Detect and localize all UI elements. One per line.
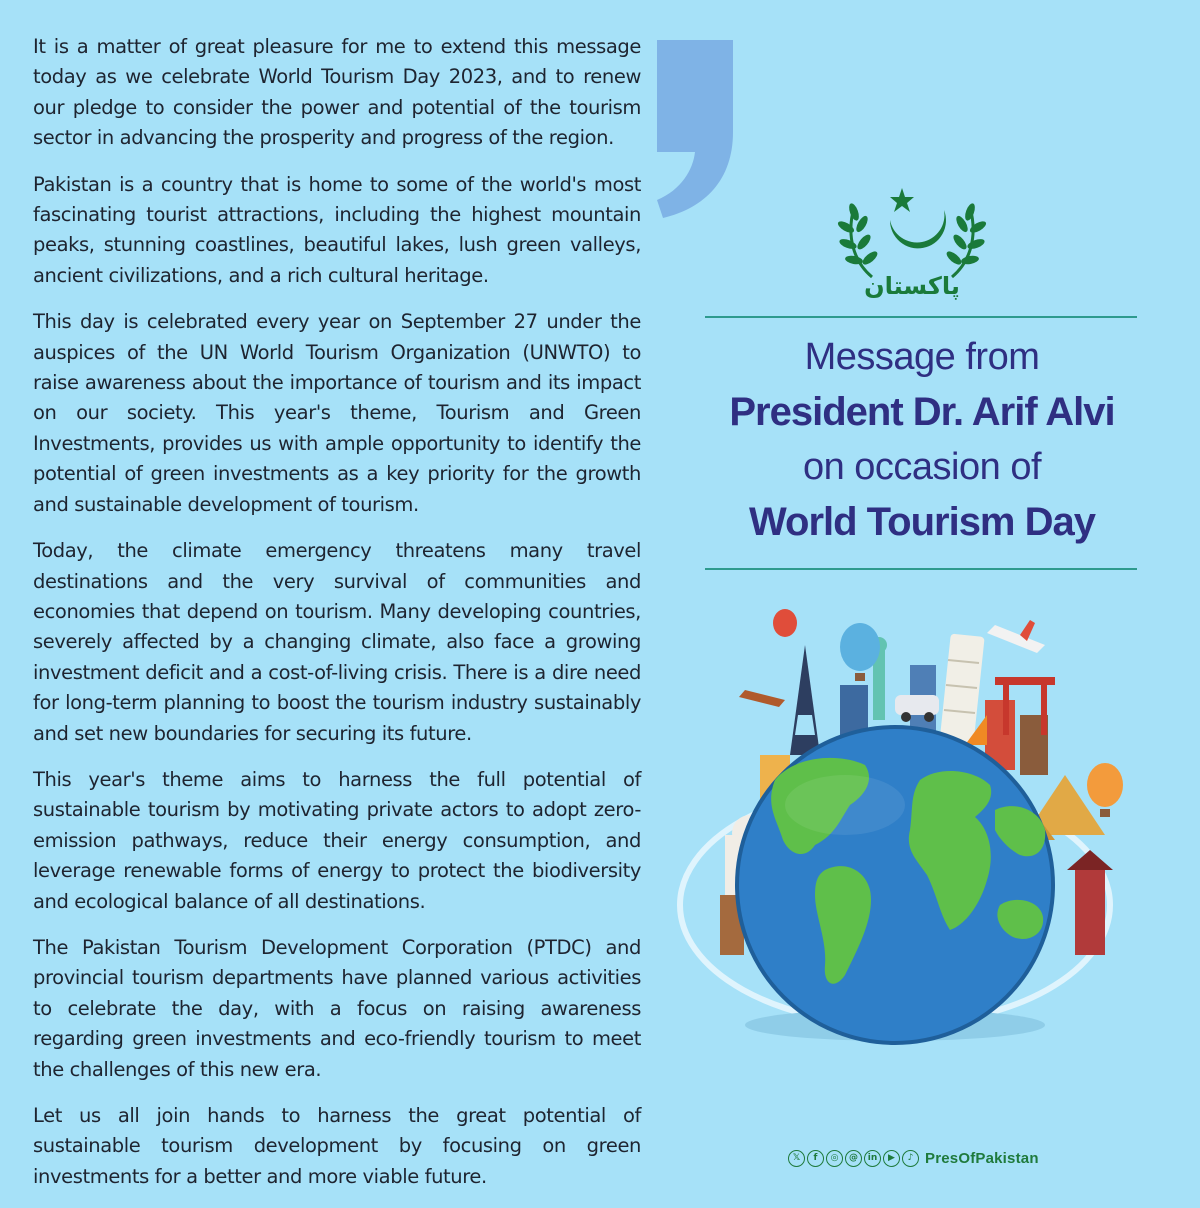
facebook-icon[interactable]: f xyxy=(807,1150,824,1167)
social-handle[interactable]: PresOfPakistan xyxy=(925,1149,1039,1167)
x-icon[interactable]: 𝕏 xyxy=(788,1150,805,1167)
title-line-4: World Tourism Day xyxy=(748,500,1095,544)
divider-bottom xyxy=(705,568,1137,570)
youtube-icon[interactable]: ▶ xyxy=(883,1150,900,1167)
linkedin-icon[interactable]: in xyxy=(864,1150,881,1167)
message-paragraph: This year's theme aims to harness the full potential of sustainable tourism by motivating private actors to adopt zero-emission pathways, reduce their energy consumption, and leverage renewable forms of energy to protect the biodiversity and ecological balance of all destinations. xyxy=(33,767,641,913)
title-line-3: on occasion of xyxy=(802,446,1042,488)
tiktok-icon[interactable]: ♪ xyxy=(902,1150,919,1167)
quote-mark-icon xyxy=(655,40,735,220)
social-links xyxy=(788,1148,1039,1168)
announcement-title xyxy=(702,330,1142,550)
message-paragraph: It is a matter of great pleasure for me to extend this message today as we celebrate World Tourism Day 2023, and to renew our pledge to consider the power and potential of the tourism sector in advancing the prosperity and progress of the region. xyxy=(33,35,641,150)
title-line-2: President Dr. Arif Alvi xyxy=(729,390,1115,434)
globe-illustration xyxy=(665,605,1135,1055)
message-paragraph: Pakistan is a country that is home to some of the world's most fascinating tourist attractions, including the highest mountain peaks, stunning coastlines, beautiful lakes, lush green valleys, ancient civilizations, and a rich cultural heritage. xyxy=(33,172,641,287)
pakistan-emblem-icon xyxy=(832,182,992,312)
message-paragraph: Let us all join hands to harness the great potential of sustainable tourism development by focusing on green investments for a better and more viable future. xyxy=(33,1104,641,1188)
message-paragraph: The Pakistan Tourism Development Corporation (PTDC) and provincial tourism departments have planned various activities to celebrate the day, with a focus on raising awareness regarding green investments and eco-friendly tourism to meet the challenges of this new era. xyxy=(33,935,641,1081)
message-paragraph: This day is celebrated every year on September 27 under the auspices of the UN World Tourism Organization (UNWTO) to raise awareness about the importance of tourism and its impact on our society. This year's theme, Tourism and Green Investments, provides us with ample opportunity to identify the potential of green investments as a key priority for the growth and sustainable development of tourism. xyxy=(33,310,641,516)
instagram-icon[interactable]: ◎ xyxy=(826,1150,843,1167)
emblem-script: پاکستان xyxy=(864,272,960,300)
message-body xyxy=(33,32,641,1208)
message-paragraph: Today, the climate emergency threatens many travel destinations and the very survival of communities and economies that depend on tourism. Many developing countries, severely affected by a changing climate, also face a growing investment deficit and a cost-of-living crisis. There is a dire need for long-term planning to boost the tourism industry sustainably and set new boundaries for securing its future. xyxy=(33,539,641,745)
title-line-1: Message from xyxy=(804,336,1040,378)
divider-top xyxy=(705,316,1137,318)
threads-icon[interactable]: @ xyxy=(845,1150,862,1167)
